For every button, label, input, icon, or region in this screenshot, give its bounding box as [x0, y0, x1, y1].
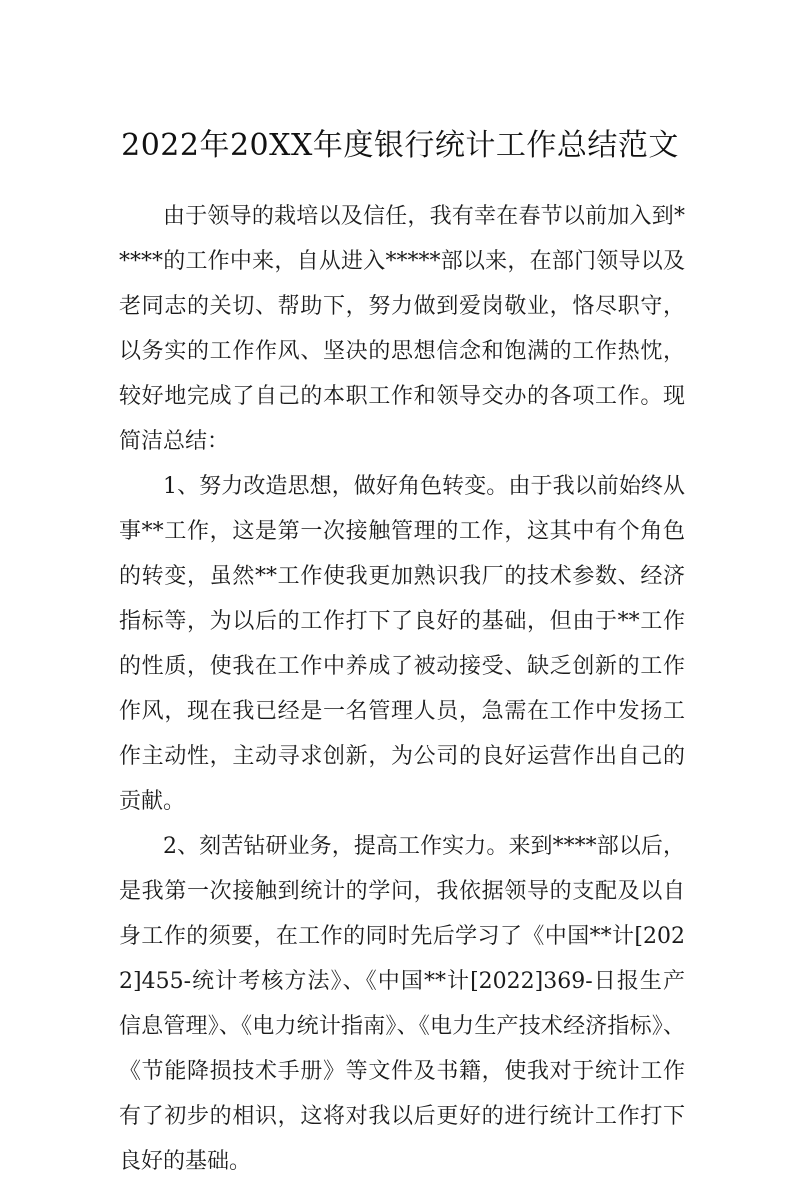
paragraph-point-2: 2、刻苦钻研业务，提高工作实力。来到****部以后，是我第一次接触到统计的学问，我依据领导的支配及以自身工作的须要，在工作的同时先后学习了《中国**计[2022]455-统计考核方法》、《中国**计[2022]369-日报生产信息管理》、《电力统计指南》、《电力生产技术经济指标》、《节能降损技术手册》等文件及书籍，使我对于统计工作有了初步的相识，这将对我以后更好的进行统计工作打下良好的基础。 — [119, 834, 685, 1174]
document-body — [119, 194, 685, 1184]
paragraph-point-1: 1、努力改造思想，做好角色转变。由于我以前始终从事**工作，这是第一次接触管理的工作，这其中有个角色的转变，虽然**工作使我更加熟识我厂的技术参数、经济指标等，为以后的工作打下了良好的基础，但由于**工作的性质，使我在工作中养成了被动接受、缺乏创新的工作作风，现在我已经是一名管理人员，急需在工作中发扬工作主动性，主动寻求创新，为公司的良好运营作出自己的贡献。 — [119, 474, 685, 814]
paragraph-intro: 由于领导的栽培以及信任，我有幸在春节以前加入到*****的工作中来，自从进入*****部以来，在部门领导以及老同志的关切、帮助下，努力做到爱岗敬业，恪尽职守，以务实的工作作风、坚决的思想信念和饱满的工作热忱，较好地完成了自己的本职工作和领导交办的各项工作。现简洁总结： — [119, 204, 685, 454]
document-title: 2022年20XX年度银行统计工作总结范文 — [121, 128, 679, 163]
